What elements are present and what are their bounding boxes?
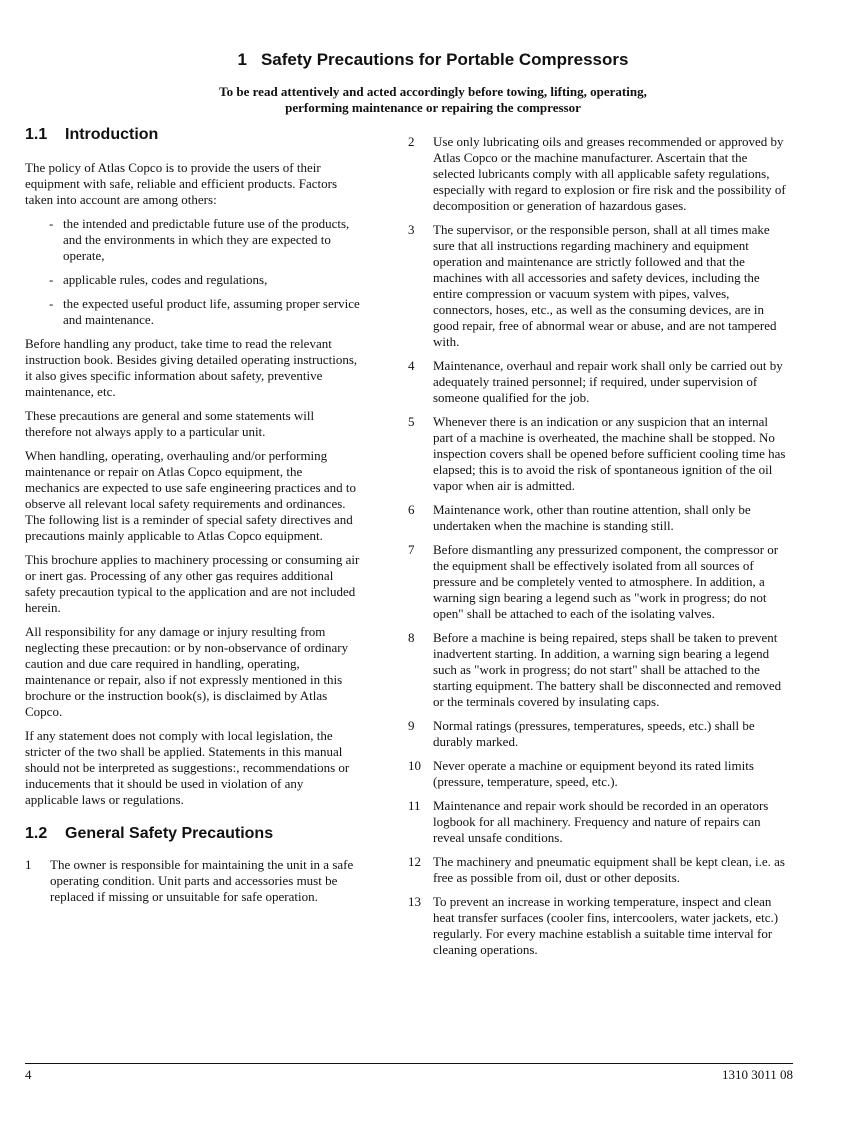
safety-item <box>408 630 791 710</box>
document-number: 1310 3011 08 <box>721 1067 793 1082</box>
safety-item <box>408 502 791 534</box>
subtitle-line-2: performing maintenance or repairing the compressor <box>285 100 581 115</box>
safety-item <box>408 358 791 406</box>
list-item-text: the intended and predictable future use of the products, and the environments in which they are expected to operate, <box>63 216 350 263</box>
section-number: 1 <box>237 50 247 69</box>
heading-number: 1.1 <box>25 126 48 143</box>
item-text: Never operate a machine or equipment beyond its rated limits (pressure, temperature, speed, etc.). <box>433 758 754 789</box>
list-item <box>25 272 360 288</box>
heading-number: 1.2 <box>25 825 48 842</box>
dash-bullet: - <box>49 296 54 311</box>
safety-item <box>25 857 360 905</box>
dash-bullet: - <box>49 272 54 287</box>
general-safety-heading <box>25 823 360 845</box>
item-text: Before dismantling any pressurized component, the compressor or the equipment shall be effectively isolated from all sources of pressure and be completely vented to atmosphere. In addition, a warning sign bearing a legend such as "work in progress; do not open" shall be attached to each of the isolating valves. <box>433 542 779 621</box>
item-text: To prevent an increase in working temperature, inspect and clean heat transfer surfaces (cooler fins, intercoolers, water jackets, etc.) regularly. For every machine establish a suitable time interval for cleaning operations. <box>433 894 779 957</box>
item-text: Whenever there is an indication or any suspicion that an internal part of a machine is overheated, the machine shall be stopped. No inspection covers shall be opened before sufficient cooling time has elapsed; this is to avoid the risk of spontaneous ignition of the oil vapor when air is admitted. <box>433 414 786 493</box>
item-number: 13 <box>408 894 421 909</box>
footer-divider <box>25 1063 793 1064</box>
item-text: Normal ratings (pressures, temperatures, speeds, etc.) shall be durably marked. <box>433 718 755 749</box>
item-number: 12 <box>408 854 421 869</box>
safety-item <box>408 222 791 350</box>
page-subtitle <box>150 84 716 116</box>
intro-paragraph: The policy of Atlas Copco is to provide the users of their equipment with safe, reliable and efficient products. Factors taken into account are among others: <box>25 160 338 207</box>
page-number: 4 <box>25 1067 32 1082</box>
item-number: 1 <box>25 857 32 872</box>
list-item-text: the expected useful product life, assuming proper service and maintenance. <box>63 296 360 327</box>
intro-paragraph: These precautions are general and some statements will therefore not always apply to a particular unit. <box>25 408 315 439</box>
heading-text: General Safety Precautions <box>65 825 274 842</box>
safety-item <box>408 542 791 622</box>
page-title <box>0 50 866 70</box>
item-number: 9 <box>408 718 415 733</box>
intro-paragraph: When handling, operating, overhauling and/or performing maintenance or repair on Atlas Copco equipment, the mechanics are expected to use safe engineering practices and to observe all relevant local safety requirements and ordinances. The following list is a reminder of special safety directives and precautions mainly applicable to Atlas Copco equipment. <box>25 448 356 543</box>
list-item-text: applicable rules, codes and regulations, <box>63 272 268 287</box>
safety-item <box>408 758 791 790</box>
intro-paragraph: Before handling any product, take time to read the relevant instruction book. Besides giving detailed operating instructions, it also gives specific information about safety, preventive maintenance, etc. <box>25 336 358 399</box>
introduction-heading <box>25 124 360 146</box>
item-number: 10 <box>408 758 421 773</box>
item-number: 8 <box>408 630 415 645</box>
heading-text: Introduction <box>65 126 159 143</box>
item-text: Use only lubricating oils and greases recommended or approved by Atlas Copco or the machine manufacturer. Ascertain that the selected lubricants comply with all applicable safety regulations, especially with regard to explosion or fire risk and the possibility of decomposition or generation of hazardous gases. <box>433 134 786 213</box>
item-text: Maintenance work, other than routine attention, shall only be undertaken when the machine is standing still. <box>433 502 751 533</box>
item-text: Before a machine is being repaired, steps shall be taken to prevent inadvertent starting. In addition, a warning sign bearing a legend such as "work in progress; do not start" shall be attached to the starting equipment. The battery shall be disconnected and removed or the terminals covered by insulating caps. <box>433 630 782 709</box>
item-text: The owner is responsible for maintaining the unit in a safe operating condition. Unit parts and accessories must be replaced if missing or unsuitable for safe operation. <box>50 857 354 904</box>
item-number: 11 <box>408 798 421 813</box>
dash-bullet: - <box>49 216 54 231</box>
item-number: 6 <box>408 502 415 517</box>
list-item <box>25 296 360 328</box>
list-item <box>25 216 360 264</box>
subtitle-line-1: To be read attentively and acted accordingly before towing, lifting, operating, <box>219 84 647 99</box>
right-column <box>408 134 791 966</box>
item-number: 5 <box>408 414 415 429</box>
section-title: Safety Precautions for Portable Compressors <box>260 50 629 69</box>
left-column <box>25 124 360 913</box>
safety-item <box>408 854 791 886</box>
item-number: 4 <box>408 358 415 373</box>
item-text: The supervisor, or the responsible person, shall at all times make sure that all instructions regarding machinery and equipment operation and maintenance are strictly followed and that the machines with all accessories and safety devices, including the entire compression or vacuum system with pipes, valves, connectors, hoses, etc., as well as the consuming devices, are in good repair, free of abnormal wear or abuse, and are not tampered with. <box>433 222 777 349</box>
intro-paragraph: If any statement does not comply with local legislation, the stricter of the two shall be applied. Statements in this manual should not be interpreted as suggestions:, recommendations or inducements that it should be used in violation of any applicable laws or regulations. <box>25 728 350 807</box>
item-text: The machinery and pneumatic equipment shall be kept clean, i.e. as free as possible from oil, dust or other deposits. <box>433 854 785 885</box>
safety-item <box>408 798 791 846</box>
item-number: 3 <box>408 222 415 237</box>
item-number: 7 <box>408 542 415 557</box>
safety-item <box>408 134 791 214</box>
safety-item <box>408 894 791 958</box>
item-text: Maintenance, overhaul and repair work shall only be carried out by adequately trained personnel; if required, under supervision of someone qualified for the job. <box>433 358 783 405</box>
item-number: 2 <box>408 134 415 149</box>
intro-paragraph: This brochure applies to machinery processing or consuming air or inert gas. Processing of any other gas requires additional safety precaution typical to the application and are not included herein. <box>25 552 360 615</box>
factor-list <box>25 216 360 328</box>
item-text: Maintenance and repair work should be recorded in an operators logbook for all machinery. Frequency and nature of repairs can reveal unsafe conditions. <box>433 798 769 845</box>
safety-item <box>408 414 791 494</box>
intro-paragraph: All responsibility for any damage or injury resulting from neglecting these precaution: or by non-observance of ordinary caution and due care required in handling, operating, maintenance or repair, also if not expressly mentioned in this brochure or the instruction book(s), is disclaimed by Atlas Copco. <box>25 624 349 719</box>
safety-item <box>408 718 791 750</box>
